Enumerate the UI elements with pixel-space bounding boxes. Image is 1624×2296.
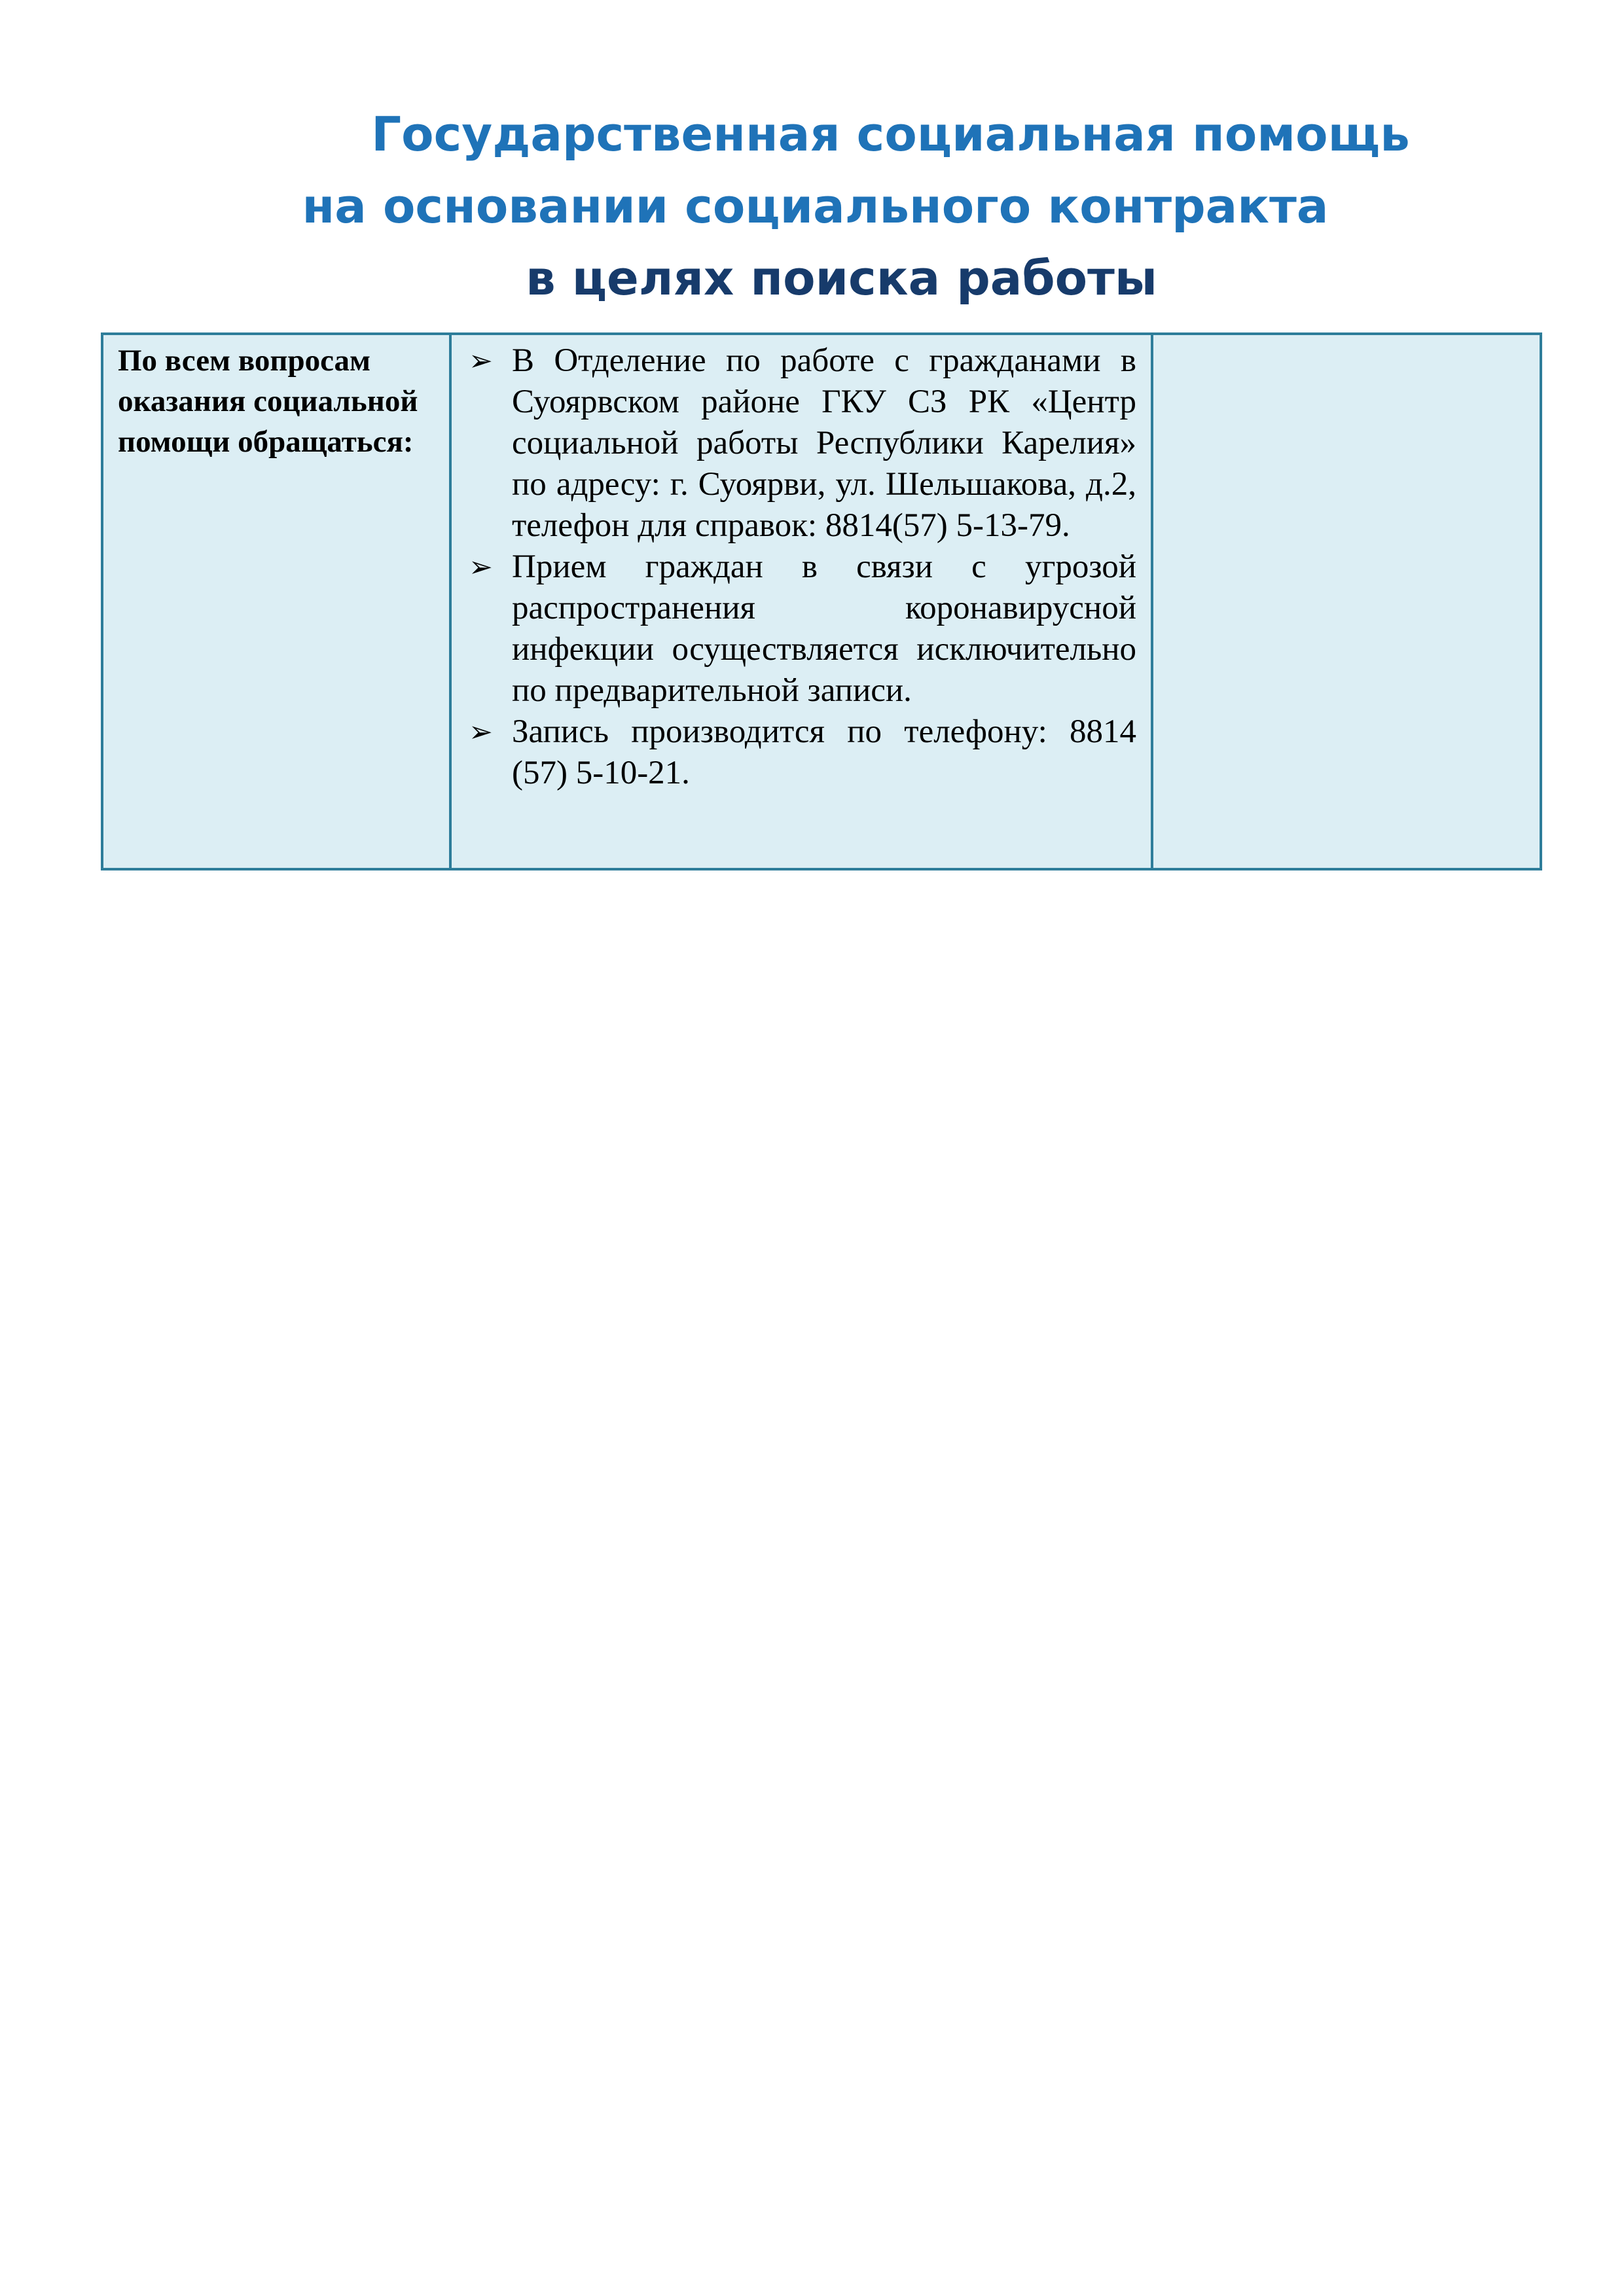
list-item (466, 340, 1136, 547)
list-item (466, 711, 1136, 794)
table-row (102, 334, 1541, 869)
title-line-2: на основании социального контракта (302, 179, 1329, 234)
contact-list (466, 340, 1136, 794)
document-title (0, 98, 1624, 314)
arrow-bullet-icon: ➢ (469, 344, 493, 378)
title-line-1: Государственная социальная помощь (371, 107, 1410, 162)
list-item-text: В Отделение по работе с гражданами в Суоярвском районе ГКУ СЗ РК «Центр социальной работы Республики Карелия» по адресу: г. Суоярви, ул. Шельшакова, д.2, телефон для справок: 8814(57) 5-13-79. (512, 342, 1136, 544)
title-line-3: в целях поиска работы (526, 251, 1157, 306)
contact-label: По всем вопросам оказания социальной помощи обращаться: (118, 344, 418, 459)
list-item-text: Запись производится по телефону: 8814 (57) 5-10-21. (512, 713, 1136, 791)
contact-info-table (101, 332, 1542, 870)
label-cell (102, 334, 450, 869)
list-item-text: Прием граждан в связи с угрозой распространения коронавирусной инфекции осуществляется исключительно по предварительной записи. (512, 548, 1136, 709)
list-item (466, 547, 1136, 711)
arrow-bullet-icon: ➢ (469, 550, 493, 584)
empty-cell (1152, 334, 1541, 869)
arrow-bullet-icon: ➢ (469, 715, 493, 749)
content-cell (450, 334, 1152, 869)
